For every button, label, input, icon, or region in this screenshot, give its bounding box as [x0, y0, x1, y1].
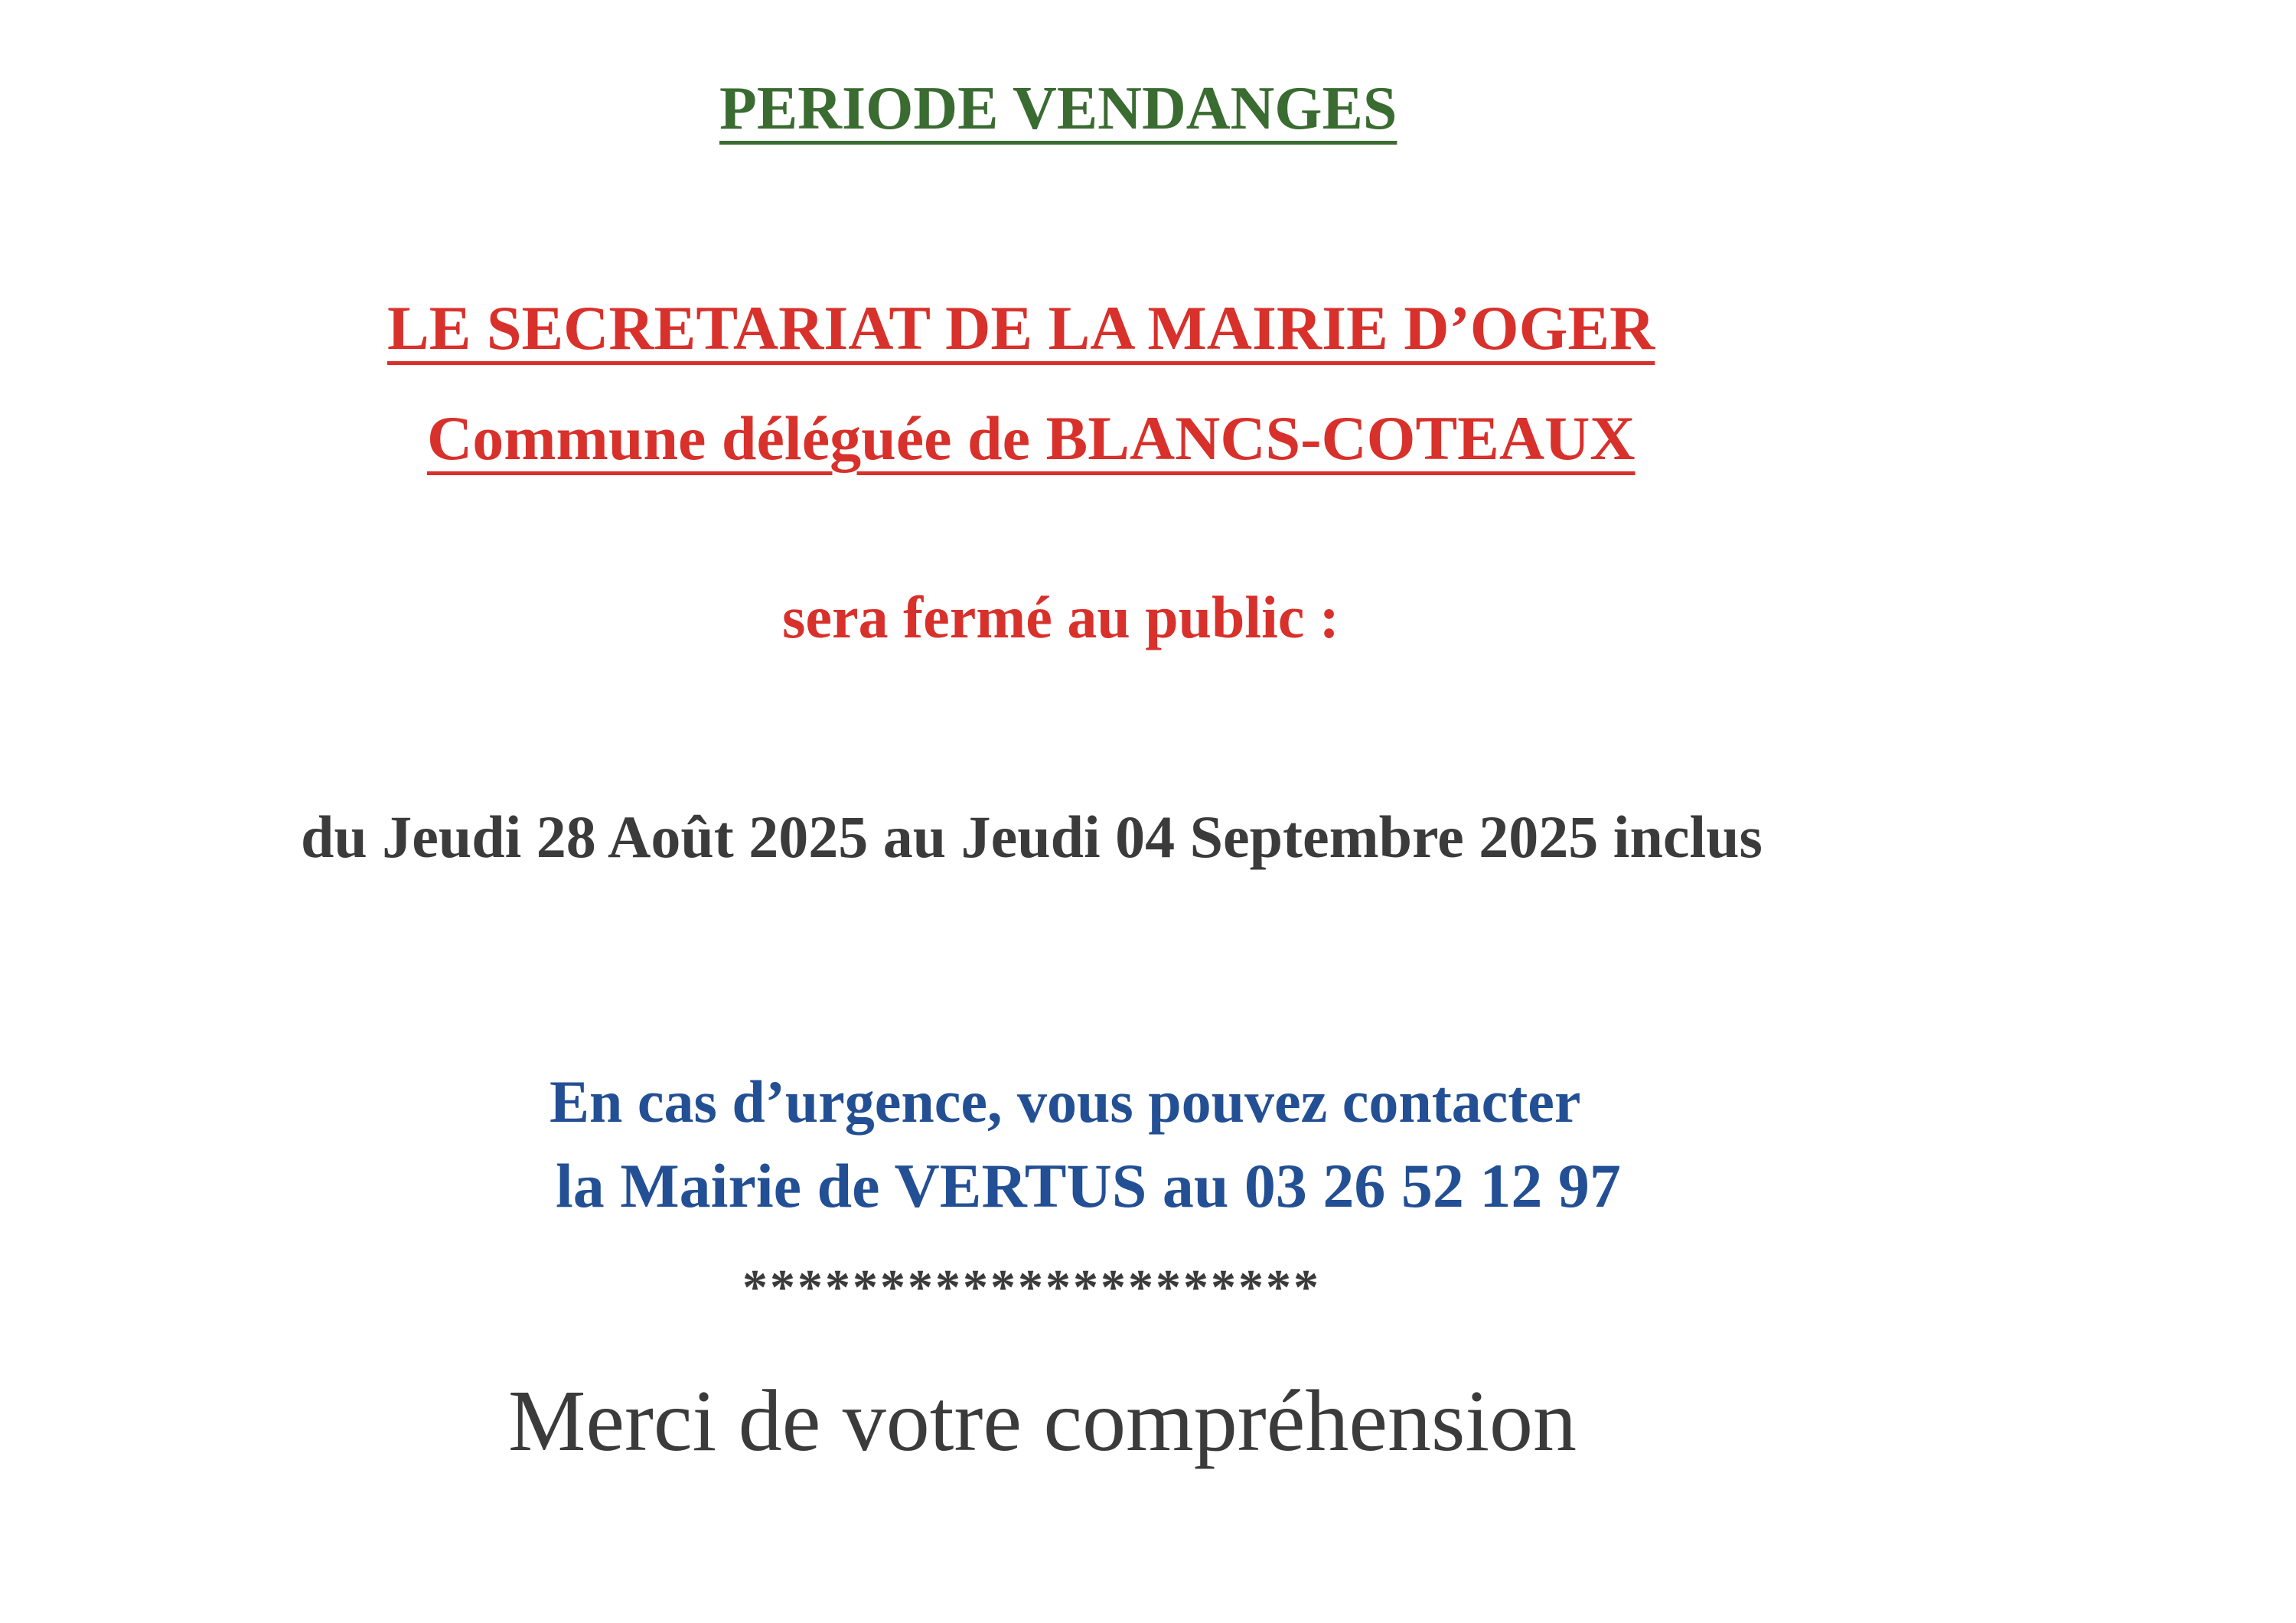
closure-dates: du Jeudi 28 Août 2025 au Jeudi 04 Septembre 2025 inclus — [301, 803, 1763, 870]
separator-stars: ********************* — [742, 1260, 1321, 1315]
secretariat-heading: LE SECRETARIAT DE LA MAIRIE D’OGER — [387, 293, 1655, 363]
thanks-message: Merci de votre compréhension — [508, 1372, 1577, 1469]
notice-title: PERIODE VENDANGES — [719, 75, 1397, 142]
emergency-line-1: En cas d’urgence, vous pouvez contacter — [550, 1068, 1581, 1135]
emergency-line-2: la Mairie de VERTUS au 03 26 52 12 97 — [556, 1151, 1621, 1221]
commune-heading: Commune déléguée de BLANCS-COTEAUX — [427, 403, 1636, 473]
closed-notice: sera fermé au public : — [782, 584, 1339, 650]
